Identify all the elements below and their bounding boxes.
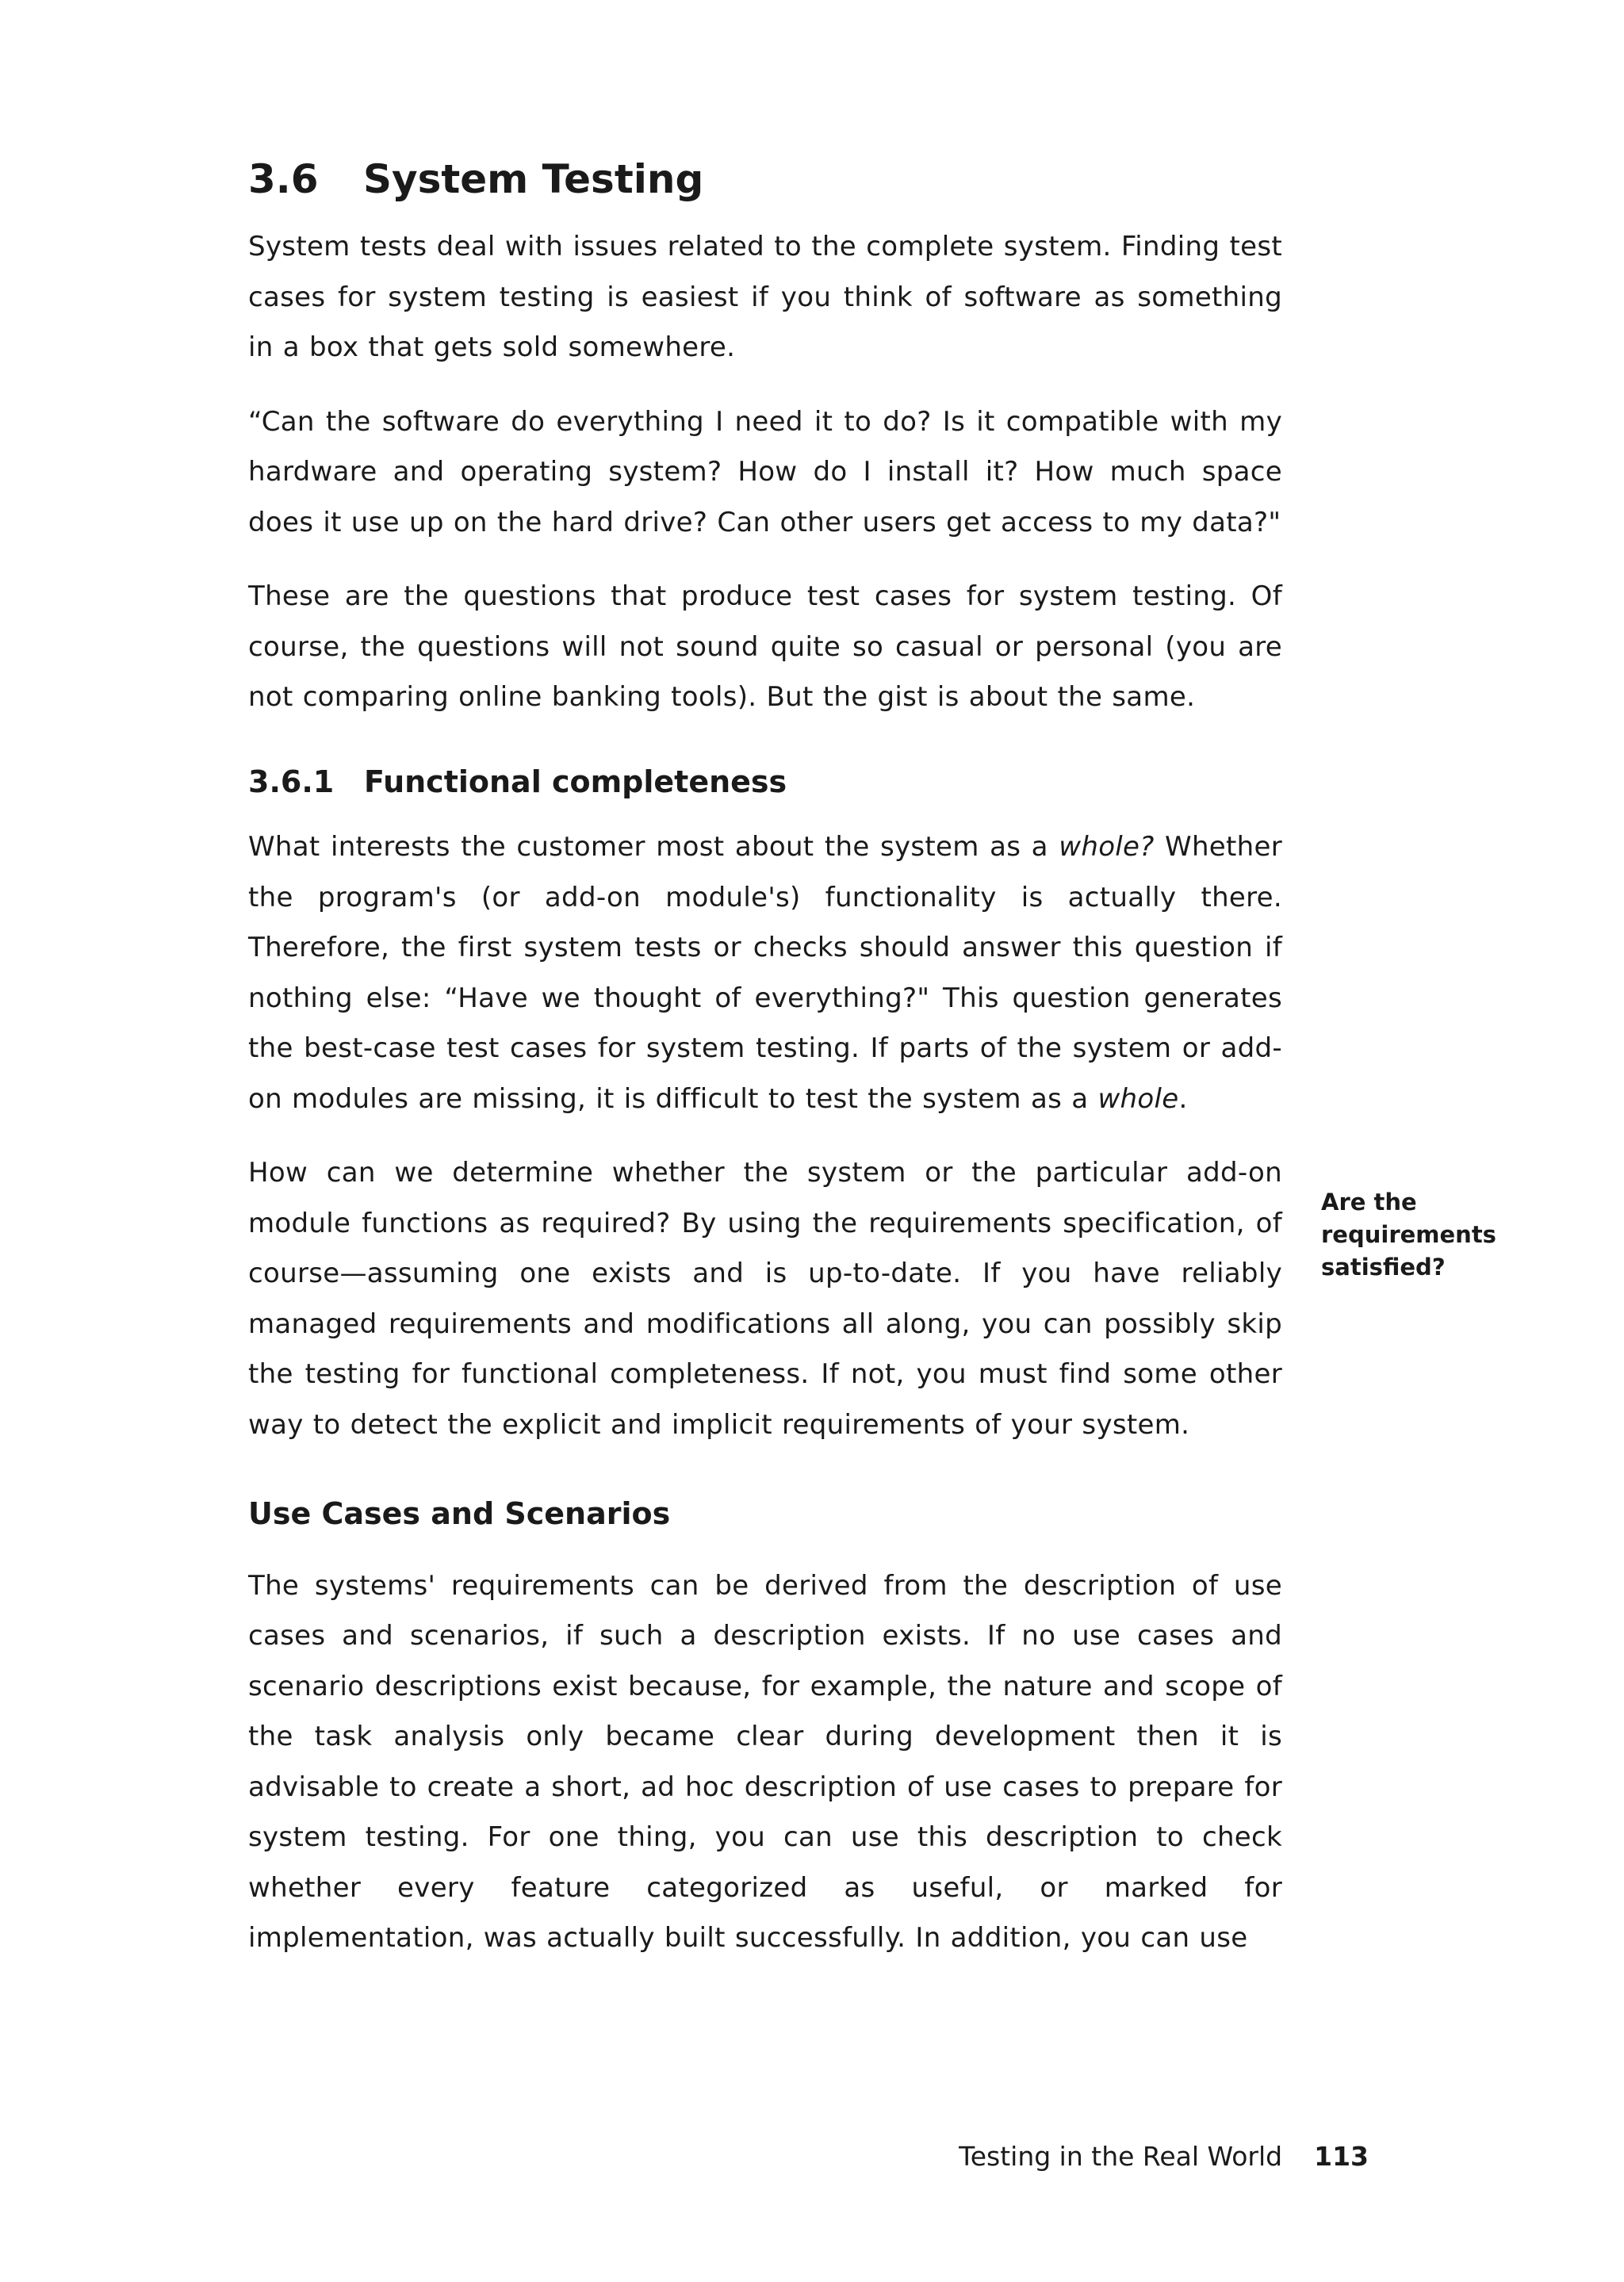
- use-cases-paragraph: The systems' requirements can be derived from the description of use cases and scenarios, if such a description exists. If no use cases and scenario descriptions exist because, for example, the nature and scope of the task analysis only became clear during development then it is advisable to create a short, ad hoc description of use cases to prepare for system testing. For one thing, you can use this description to check whether every feature categorized as useful, or marked for implementation, was actually built successfully. In addition, you can use: [248, 1569, 1282, 1955]
- subsection-paragraph-1: [248, 822, 1282, 1124]
- section-number: 3.6: [248, 156, 319, 202]
- subsection-title: Functional completeness: [364, 764, 787, 799]
- section-title: System Testing: [363, 156, 704, 202]
- emphasis-text: whole: [1097, 1082, 1179, 1115]
- use-cases-heading: Use Cases and Scenarios: [248, 1496, 671, 1532]
- main-text-column: [248, 155, 1282, 1988]
- section-paragraph-3: These are the questions that produce test cases for system testing. Of course, the questions will not sound quite so casual or personal (you are not comparing online banking tools). But the gist is about the same.: [248, 580, 1282, 713]
- page-footer: [959, 2141, 1369, 2173]
- subsection-paragraph-2: How can we determine whether the system or the particular add-on module functions as required? By using the requirements specification, of course—assuming one exists and is up-to-date. If you have reliably managed requirements and modifications all along, you can possibly skip the testing for functional completeness. If not, you must find some other way to detect the explicit and implicit requirements of your system.: [248, 1157, 1282, 1441]
- page-number: 113: [1314, 2141, 1369, 2172]
- section-paragraph-1: System tests deal with issues related to the complete system. Finding test cases for system testing is easiest if you think of software as something in a box that gets sold somewhere.: [248, 231, 1282, 363]
- footer-book-title: Testing in the Real World: [959, 2141, 1283, 2172]
- margin-note: Are the requirements satisfied?: [1321, 1189, 1496, 1281]
- section-heading: [248, 155, 1282, 203]
- para-text: Whether the program's (or add-on module's) functionality is actually there. Therefore, the first system tests or checks should answer this question if nothing else: “Have we thought of everything?" This question generates the best-case test cases for system testing. If parts of the system or add-on modules are missing, it is difficult to test the system as a: [248, 831, 1282, 1115]
- subsection-number: 3.6.1: [248, 764, 335, 799]
- para-text: What interests the customer most about the system as a: [248, 831, 1059, 863]
- subsection-heading: [248, 764, 1282, 801]
- emphasis-text: whole?: [1059, 831, 1155, 863]
- para-text: .: [1178, 1082, 1188, 1115]
- section-paragraph-2: “Can the software do everything I need it to do? Is it compatible with my hardware and operating system? How do I install it? How much space does it use up on the hard drive? Can other users get access to my data?": [248, 405, 1282, 538]
